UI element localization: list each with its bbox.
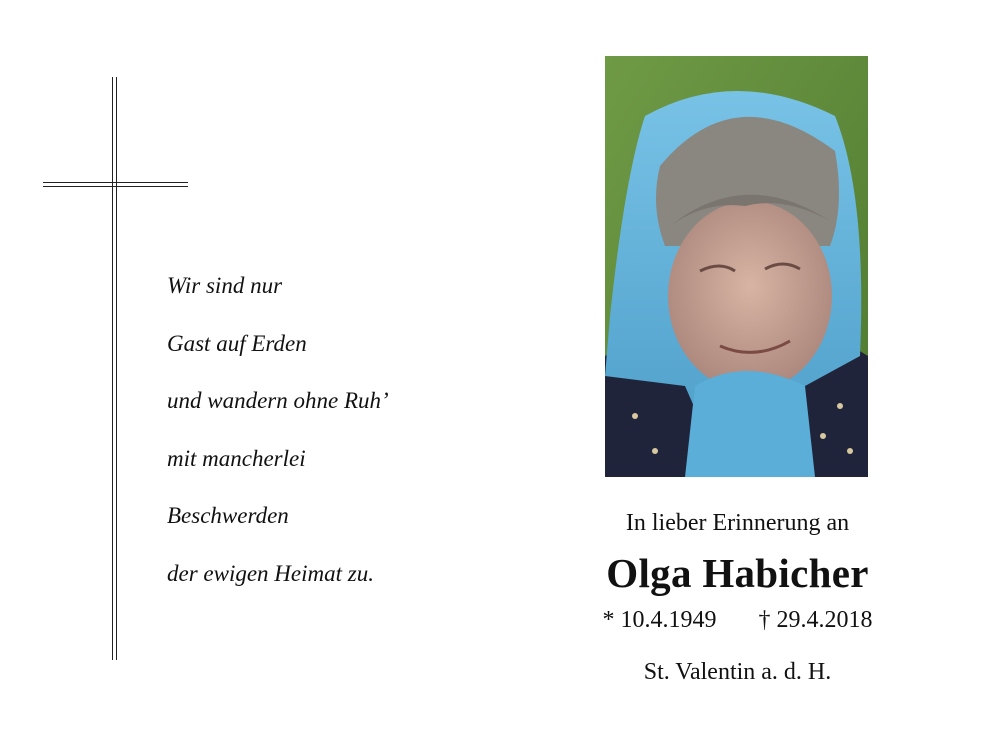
poem-line: mit mancherlei [167, 445, 306, 471]
birth-date: * 10.4.1949 [602, 607, 717, 633]
place-name: St. Valentin a. d. H. [643, 659, 832, 685]
deceased-name: Olga Habicher [606, 550, 869, 596]
poem [167, 257, 389, 602]
poem-line: Wir sind nur [167, 273, 283, 298]
poem-line: der ewigen Heimat zu. [167, 560, 374, 586]
poem-line: und wandern ohne Ruh’ [167, 388, 389, 413]
poem-line: Gast auf Erden [167, 330, 307, 356]
life-dates [560, 607, 915, 634]
death-date: † 29.4.2018 [758, 607, 873, 633]
poem-line: Beschwerden [167, 503, 289, 528]
portrait-photo [605, 56, 868, 477]
memorial-intro: In lieber Erinnerung an [625, 510, 850, 536]
